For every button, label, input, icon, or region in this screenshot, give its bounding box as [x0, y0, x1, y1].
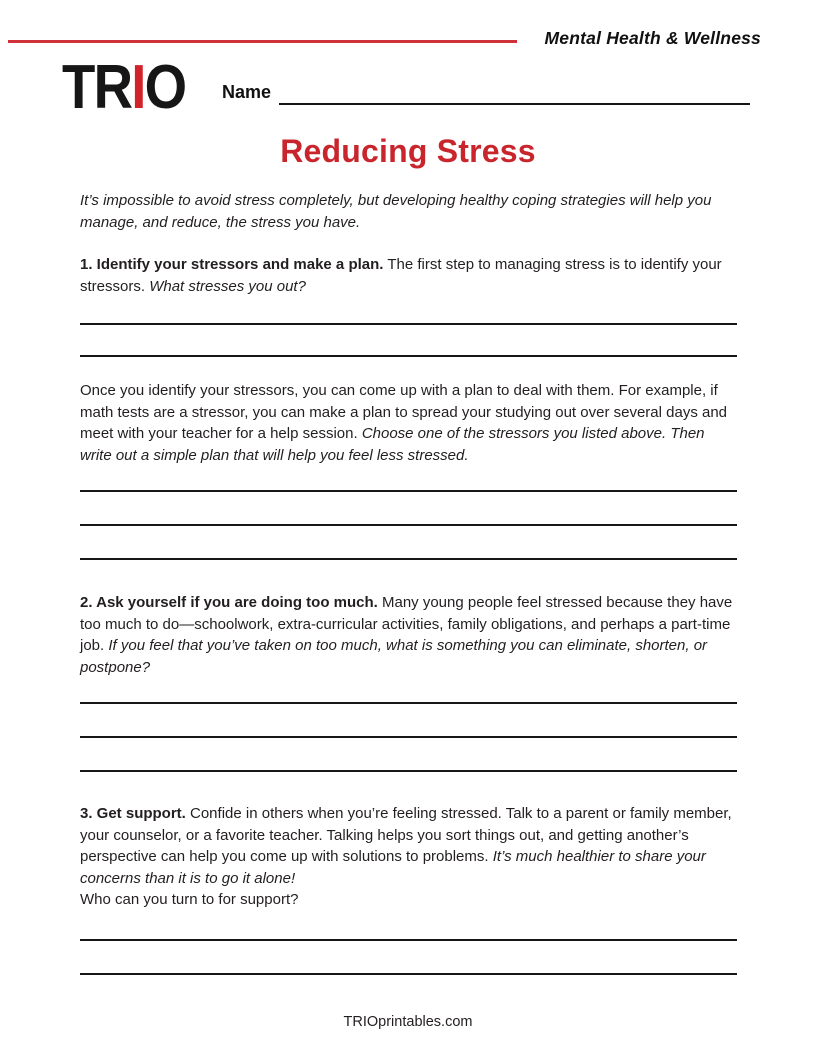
section-1-prompt: What stresses you out?	[149, 277, 306, 295]
writing-line	[80, 941, 737, 975]
section-1-heading: 1. Identify your stressors and make a plan.	[80, 256, 384, 273]
section-3-answer-lines	[80, 907, 737, 975]
writing-line	[80, 704, 737, 738]
name-blank-line	[279, 84, 750, 105]
section-1-followup-prompt: Choose one of the stressors you listed above. Then write out a simple plan that will help you feel less stressed.	[80, 425, 705, 464]
section-1-followup-answer-lines	[80, 458, 737, 560]
logo-letter-i: I	[131, 53, 145, 122]
section-2-prompt: If you feel that you’ve taken on too much, what is something you can eliminate, shorten, or postpone?	[80, 637, 708, 676]
writing-line	[80, 492, 737, 526]
section-1-followup-text	[80, 380, 738, 466]
section-3-question: Who can you turn to for support?	[80, 891, 299, 908]
section-1-followup-body: Once you identify your stressors, you can come up with a plan to deal with them. For example, if math tests are a stressor, you can make a plan to spread your studying out over several days and meet with your teacher for a help session.	[80, 382, 728, 443]
writing-line	[80, 293, 737, 325]
footer-site-name: TRIOprintables.com	[343, 1014, 473, 1030]
section-2-body: Many young people feel stressed because they have too much to do—schoolwork, extra-curricular activities, family obligations, and perhaps a part-time job.	[80, 594, 733, 655]
section-3-text	[80, 803, 738, 889]
section-2-text	[80, 592, 738, 678]
section-1-body: The first step to managing stress is to identify your stressors.	[80, 256, 722, 295]
writing-line	[80, 738, 737, 772]
section-3-heading: 3. Get support.	[80, 805, 186, 822]
intro-text: It’s impossible to avoid stress completely, but developing healthy coping strategies will help you manage, and reduce, the stress you have.	[80, 192, 712, 231]
section-3-prompt: It’s much healthier to share your concerns than it is to go it alone!	[80, 848, 706, 887]
section-1-text	[80, 254, 738, 297]
header-accent-rule	[8, 40, 517, 43]
writing-line	[80, 325, 737, 357]
worksheet-title: Reducing Stress	[280, 133, 536, 169]
writing-line	[80, 458, 737, 492]
writing-line	[80, 526, 737, 560]
name-label: Name	[222, 82, 272, 102]
section-2-heading: 2. Ask yourself if you are doing too much.	[80, 594, 378, 611]
section-2-answer-lines	[80, 670, 737, 772]
section-3-body: Confide in others when you’re feeling stressed. Talk to a parent or family member, your counselor, or a favorite teacher. Talking helps you sort things out, and getting another’s perspective can help you come up with solutions to problems.	[80, 805, 732, 866]
header-category-label: Mental Health & Wellness	[544, 28, 761, 48]
section-1-answer-lines	[80, 293, 737, 357]
trio-logo	[62, 53, 186, 122]
logo-letters-tr: TR	[62, 53, 132, 122]
logo-letter-o: O	[144, 53, 186, 122]
writing-line	[80, 907, 737, 941]
writing-line	[80, 670, 737, 704]
